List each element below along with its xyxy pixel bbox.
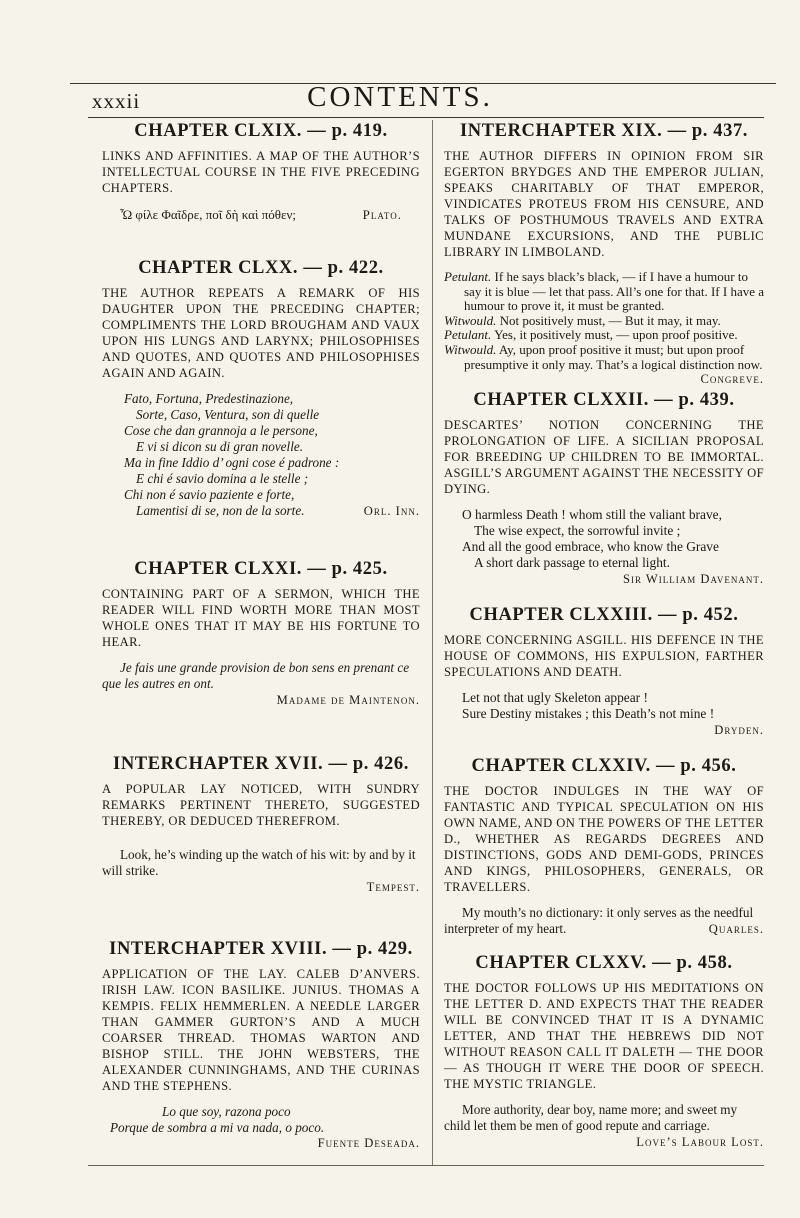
chapter-title: CHAPTER CLXX. — p. 422. (138, 258, 384, 278)
verse-line: Ma in fine Iddio d’ ogni cose é padrone : (124, 455, 340, 470)
chapter-summary: THE DOCTOR FOLLOWS UP HIS MEDITATIONS ON THE LETTER D. AND EXPECTS THAT THE READER WILL BE CONVINCED THAT IT IS A DYNAMIC LETTER, AND THAT THE HEBREWS DID NOT WITHOUT REASON CALL IT DALETH — THE DOOR — AS THOUGH IT WERE THE DOOR OF SPEECH. THE MYSTIC TRIANGLE. (444, 981, 764, 1092)
speaker: Petulant. (444, 327, 492, 343)
epigraph-attribution: Tempest. (366, 880, 420, 894)
chapter-title: CHAPTER CLXXIV. — p. 456. (471, 756, 737, 777)
epigraph-text: Ὦ φίλε Φαῖδρε, ποῖ δὴ καὶ πόθεν; (120, 207, 296, 222)
chapter-clxx (102, 258, 420, 519)
speech: Ay, upon proof positive it must; but upon proof presumptive it only may. That’s a logical distinction now. (464, 341, 763, 372)
chapter-title: CHAPTER CLXXI. — p. 425. (134, 559, 388, 579)
epigraph-verse (102, 1104, 420, 1136)
chapter-clxxiv (444, 756, 764, 937)
verse-line: Sorte, Caso, Ventura, son di quelle (136, 407, 320, 422)
epigraph-text: Look, he’s winding up the watch of his wit: by and by it will strike. (102, 847, 416, 878)
chapter-summary: THE DOCTOR INDULGES IN THE WAY OF FANTASTIC AND TYPICAL SPECULATION ON HIS OWN NAME, AND ON THE POWERS OF THE LETTER D., WHETHER AS REGARDS DEGREES AND DISTINCTIONS, GODS AND DEMI-GODS, PRINCES AND KINGS, PHILOSOPHERS, GENERALS, OR TRAVELLERS. (444, 784, 764, 895)
chapter-clxxi (102, 559, 420, 708)
epigraph-verse (102, 391, 420, 519)
epigraph-attribution: Love’s Labour Lost. (636, 1135, 764, 1150)
chapter-title: CHAPTER CLXXII. — p. 439. (473, 390, 735, 411)
page-number: xxxii (92, 89, 141, 113)
verse-line: E chi é savio domina a le stelle ; (136, 471, 309, 486)
speaker: Petulant. (444, 269, 492, 284)
epigraph-attribution: Quarles. (708, 922, 764, 937)
chapter-title: CHAPTER CLXIX. — p. 419. (134, 121, 388, 141)
left-column (102, 121, 420, 1177)
dialogue-line (444, 270, 764, 314)
chapter-summary: APPLICATION OF THE LAY. CALEB D’ANVERS. IRISH LAW. ICON BASILIKE. JUNIUS. THOMAS A KEMPIS. FELIX HEMMERLEN. A NEEDLE LARGER THAN GAMMER GURTON’S AND A MUCH COARSER THREAD. THOMAS WARTON AND BISHOP STILL. THE JOHN WEBSTERS, THE ALEXANDER CUNNINGHAMS, AND THE CURINAS AND THE STEPHENS. (102, 967, 420, 1093)
verse-line: Sure Destiny mistakes ; this Death’s not mine ! (462, 706, 715, 722)
verse-line: Cose che dan grannoja a le persone, (124, 423, 318, 438)
interchapter-xvii (102, 754, 420, 895)
chapter-title: CHAPTER CLXXIII. — p. 452. (469, 605, 739, 626)
column-divider (432, 120, 433, 1165)
epigraph-attribution: Fuente Deseada. (317, 1136, 420, 1150)
chapter-clxxiii (444, 605, 764, 738)
chapter-summary: CONTAINING PART OF A SERMON, WHICH THE READER WILL FIND WORTH MORE THAN MOST WHOLE ONES THAT IT MAY BE HIS FORTUNE TO HEAR. (102, 587, 420, 649)
epigraph-attribution: Madame de Maintenon. (276, 693, 420, 707)
epigraph-verse (444, 690, 764, 722)
epigraph-quote: My mouth’s no dictionary: it only serves as the needful interpreter of my heart. (444, 905, 754, 937)
chapter-title: INTERCHAPTER XVII. — p. 426. (113, 754, 409, 774)
chapter-clxxii (444, 390, 764, 587)
speech: Yes, it positively must, — upon proof positive. (494, 327, 738, 343)
verse-line: Fato, Fortuna, Predestinazione, (124, 391, 294, 406)
chapter-summary: DESCARTES’ NOTION CONCERNING THE PROLONGATION OF LIFE. A SICILIAN PROPOSAL FOR BREEDING UP CHILDREN TO BE IMMORTAL. ASGILL’S ARGUMENT AGAINST THE NECESSITY OF DYING. (444, 418, 764, 497)
verse-line: And all the good embrace, who know the Grave (462, 539, 719, 555)
dialogue-line (444, 314, 764, 329)
chapter-summary: THE AUTHOR REPEATS A REMARK OF HIS DAUGHTER UPON THE PRECEDING CHAPTER; COMPLIMENTS THE LORD BROUGHAM AND VAUX UPON HIS LUNGS AND LARYNX; PHILOSOPHISES AND QUOTES, AND QUOTES AND PHILOSOPHISES AGAIN AND AGAIN. (102, 286, 420, 380)
verse-line: Porque de sombra a mi va nada, o poco. (110, 1120, 325, 1135)
epigraph-verse (444, 507, 764, 571)
chapter-title: CHAPTER CLXXV. — p. 458. (475, 953, 733, 974)
verse-line: Chi non é savio paziente e forte, (124, 487, 295, 502)
speaker: Witwould. (444, 341, 497, 357)
right-column (444, 121, 764, 1176)
dialogue-line (444, 328, 764, 343)
epigraph (102, 206, 420, 224)
epigraph-text (444, 905, 764, 937)
dialogue-line (444, 341, 764, 387)
epigraph-attribution: Sir William Davenant. (622, 572, 764, 587)
chapter-clxxv (444, 953, 764, 1150)
epigraph-attribution: Congreve. (700, 372, 764, 387)
speech: If he says black’s black, — if I have a humour to say it is blue — let that pass. All’s one for that. If I have a humour to prove it, it must be granted. (464, 269, 765, 314)
verse-line: A short dark passage to eternal light. (474, 555, 670, 571)
epigraph-attribution: Orl. Inn. (363, 504, 420, 518)
header-rule (88, 117, 764, 118)
epigraph-dialogue (444, 269, 765, 387)
speaker: Witwould. (444, 312, 497, 328)
epigraph-text: Je fais une grande provision de bon sens en prenant ce que les autres en ont. (102, 660, 410, 691)
interchapter-xviii (102, 939, 420, 1151)
verse-line: O harmless Death ! whom still the valiant brave, (462, 507, 722, 523)
chapter-summary: THE AUTHOR DIFFERS IN OPINION FROM SIR EGERTON BRYDGES AND THE EMPEROR JULIAN, SPEAKS CHARITABLY OF THAT EMPEROR, VINDICATES PROTEUS FROM HIS CENSURE, AND TALKS OF POSTHUMOUS TRAVELS AND EXTRA MUNDANE EXCURSIONS, AND THE PUBLIC LIBRARY IN LIMBOLAND. (444, 149, 764, 259)
verse-line: Let not that ugly Skeleton appear ! (462, 690, 648, 706)
verse-line: Lo que soy, razona poco (162, 1104, 291, 1119)
running-head-title: CONTENTS. (307, 81, 493, 113)
chapter-title: INTERCHAPTER XIX. — p. 437. (459, 121, 749, 141)
verse-line (102, 503, 420, 519)
epigraph-attribution: Plato. (362, 207, 402, 222)
epigraph-text: More authority, dear boy, name more; and sweet my child let them be men of good repute and carriage. (444, 1102, 738, 1134)
chapter-summary: A POPULAR LAY NOTICED, WITH SUNDRY REMARKS PERTINENT THERETO, SUGGESTED THEREBY, OR DEDUCED THEREFROM. (102, 782, 420, 828)
chapter-title: INTERCHAPTER XVIII. — p. 429. (109, 939, 413, 959)
verse-line: The wise expect, the sorrowful invite ; (474, 523, 681, 539)
verse-line: E vi si dicon su di gran novelle. (136, 439, 304, 454)
chapter-summary: MORE CONCERNING ASGILL. HIS DEFENCE IN THE HOUSE OF COMMONS, HIS EXPULSION, FARTHER SPECULATIONS AND DEATH. (444, 633, 764, 680)
verse-text: Lamentisi di se, non de la sorte. (136, 503, 305, 518)
chapter-summary: LINKS AND AFFINITIES. A MAP OF THE AUTHOR’S INTELLECTUAL COURSE IN THE FIVE PRECEDING CHAPTERS. (102, 149, 420, 195)
epigraph-attribution: Dryden. (714, 723, 764, 738)
speech: Not positively must, — But it may, it may. (499, 312, 721, 328)
interchapter-xix (444, 121, 765, 387)
chapter-clxix (102, 121, 420, 224)
